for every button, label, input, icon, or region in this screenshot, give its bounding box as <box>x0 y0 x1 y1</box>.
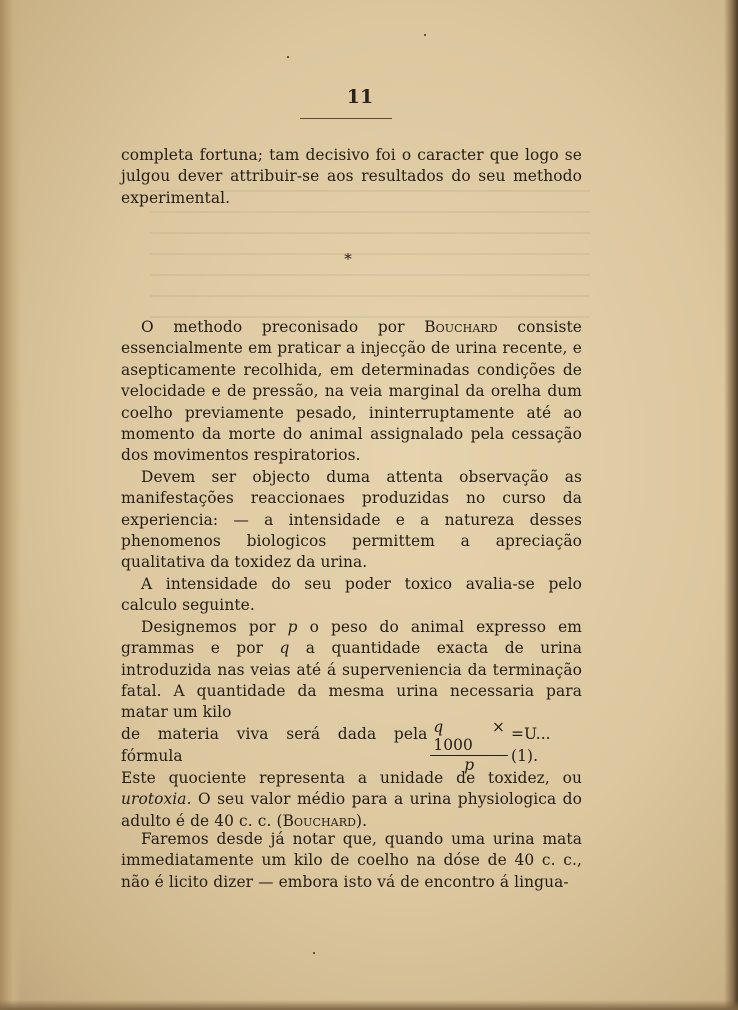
paragraph-methodo-rest: consiste essencialmente em praticar a injecção de urina recente, e asepticamente recolhida, em determinadas condições de velocidade e de pressão, na veia marginal da orelha dum coelho previamente pesado, ininterruptamente até ao momento da morte do animal assignalado pela cessação dos movimentos respiratorios. <box>121 318 582 465</box>
page-bottom-edge <box>0 1000 738 1010</box>
show-through-text <box>150 190 590 320</box>
page-left-edge <box>0 0 22 1010</box>
quociente-part2: . O seu valor médio para a urina physiologica do adulto é de 40 c. c. ( <box>121 790 582 830</box>
author-name: Bouchard <box>424 318 498 336</box>
header-rule <box>300 118 392 119</box>
paragraph-designemos <box>121 617 582 724</box>
paragraph-observacao: Devem ser objecto duma attenta observação as manifestações reaccionaes produzidas no curso da experiencia: — a intensidade e a natureza desses phenomenos biologicos permittem a apreciação qualitativa da toxidez da urina. <box>121 467 582 572</box>
formula-denominator: p <box>464 755 475 774</box>
text-block-top <box>121 145 582 209</box>
term-urotoxia: urotoxia <box>121 790 187 809</box>
formula-fraction <box>430 718 508 774</box>
paper-speck <box>313 952 315 954</box>
formula-numerator <box>430 718 508 756</box>
variable-p: p <box>287 617 298 636</box>
text-block-main <box>121 317 582 832</box>
paragraph-methodo-start: O methodo preconisado por <box>141 318 425 336</box>
text-block-bottom <box>121 829 582 893</box>
paragraph-fortuna: completa fortuna; tam decisivo foi o caracter que logo se julgou dever attribuir-se aos resultados do seu methodo experimental. <box>121 146 582 207</box>
author-name-citation: Bouchard <box>282 811 357 830</box>
paragraph-intensidade: A intensidade do seu poder toxico avalia-se pelo calculo seguinte. <box>121 574 582 615</box>
quociente-part1: Este quociente representa a unidade de toxidez, ou <box>121 768 582 787</box>
paragraph-quociente <box>121 768 582 832</box>
paper-speck <box>424 34 426 36</box>
formula-line <box>121 717 582 774</box>
page-right-edge <box>724 0 738 1010</box>
designemos-part3: a quantidade exacta de urina introduzida nas veias até á superveniencia da terminação fatal. A quantidade da mesma urina necessaria para matar um kilo <box>121 639 583 722</box>
formula-num-op: × 1000 <box>433 717 506 754</box>
designemos-part2: o peso do animal expresso em grammas e por <box>121 617 582 658</box>
paper-speck <box>287 56 289 58</box>
variable-q: q <box>279 639 290 658</box>
page-number: 11 <box>346 86 374 108</box>
section-separator: * <box>344 250 352 268</box>
paragraph-faremos: Faremos desde já notar que, quando uma urina mata immediatamente um kilo de coelho na dóse de 40 c. c., não é licito dizer — embora isto vá de encontro á lingua- <box>121 830 582 891</box>
designemos-part1: Designemos por <box>141 617 288 636</box>
formula-num-var: q <box>433 717 444 736</box>
formula-lead: de materia viva será dada pela fórmula <box>121 725 428 765</box>
paragraph-methodo <box>121 317 582 467</box>
formula-result: =U... (1). <box>511 725 551 765</box>
quociente-part3: ). <box>356 811 368 830</box>
